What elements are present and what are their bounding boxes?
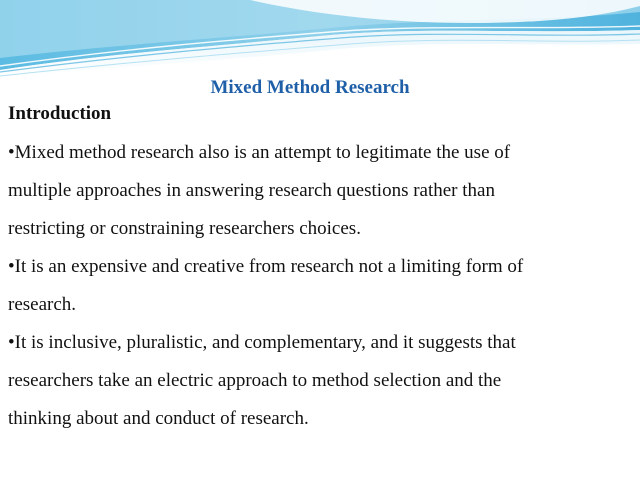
decorative-wave-banner (0, 0, 640, 80)
bullet-1-line-2: multiple approaches in answering research questions rather than (8, 180, 495, 201)
bullet-3-line-1: •It is inclusive, pluralistic, and complementary, and it suggests that (8, 332, 516, 353)
bullet-3-line-2: researchers take an electric approach to method selection and the (8, 370, 502, 391)
bullet-list (8, 134, 608, 438)
bullet-3-line-3: thinking about and conduct of research. (8, 408, 309, 429)
slide-title: Mixed Method Research (210, 77, 410, 98)
section-heading: Introduction (8, 103, 112, 124)
bullet-1-line-1: •Mixed method research also is an attempt to legitimate the use of (8, 142, 511, 163)
bullet-2-line-2: research. (8, 294, 77, 315)
bullet-2-line-1: •It is an expensive and creative from research not a limiting form of (8, 256, 524, 277)
bullet-1-line-3: restricting or constraining researchers choices. (8, 218, 361, 239)
